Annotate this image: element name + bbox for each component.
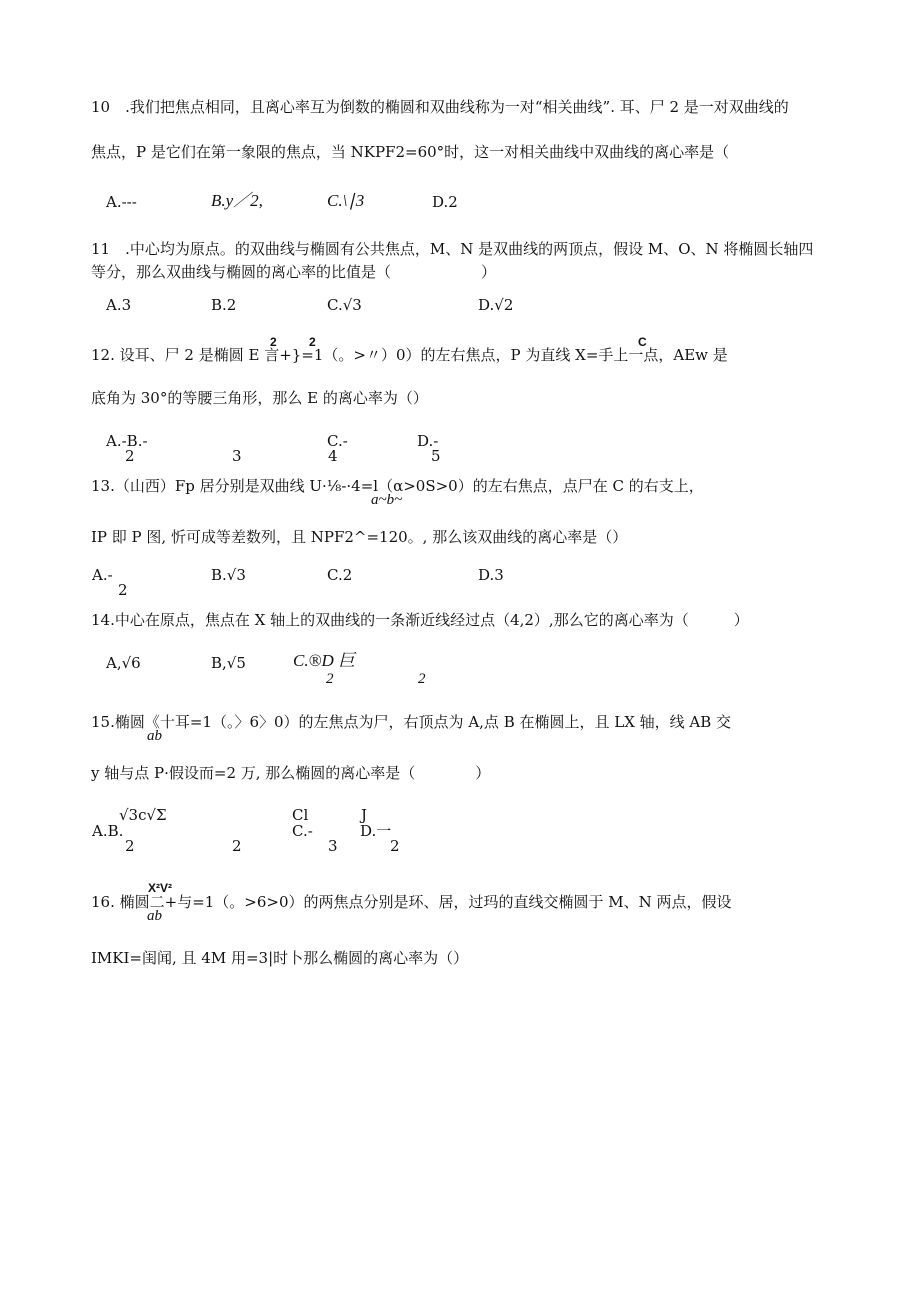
q14-denominator-c: 2 <box>326 671 334 687</box>
q13-denominator-a: 2 <box>118 581 128 599</box>
q12-denominator-d: 5 <box>431 447 441 465</box>
q15-numerator-d: J <box>361 806 368 824</box>
q16-superscript: X²V² <box>148 881 172 895</box>
q14-denominator-d: 2 <box>418 671 426 687</box>
q15-denominator-d: 2 <box>390 837 400 855</box>
q13-option-c: C.2 <box>327 566 353 584</box>
q15-denominator-a: 2 <box>125 837 135 855</box>
q12-option-d: D.- <box>417 432 439 450</box>
q12-superscript-c: C <box>638 335 647 349</box>
q15-numerator-c: Cl <box>292 806 309 824</box>
q12-denominator-c: 4 <box>328 447 338 465</box>
q15-option-c: C.- <box>292 822 313 840</box>
q10-option-c: C.\∣3 <box>327 191 365 210</box>
q10-text-line1: 10 .我们把焦点相同，且离心率互为倒数的椭圆和双曲线称为一对“相关曲线”. 耳、尸 2 是一对双曲线的 <box>91 98 789 116</box>
q14-option-a: A,√6 <box>106 654 141 672</box>
q12-text-line2: 底角为 30°的等腰三角形，那么 E 的离心率为（） <box>91 389 428 407</box>
q13-option-d: D.3 <box>478 566 504 584</box>
q15-option-d: D.一 <box>360 822 392 840</box>
q12-superscript-1: 2 <box>270 335 277 349</box>
q11-option-c: C.√3 <box>327 296 362 314</box>
q12-denominator-b: 3 <box>232 447 242 465</box>
q13-option-a: A.- <box>92 566 113 584</box>
q15-option-ab: A.B. <box>92 822 124 840</box>
q16-text-line2: IMKI=闺闻, 且 4M 用=3|时卜那么椭圆的离心率为（） <box>91 949 469 967</box>
q15-numerator-ab: √3c√Σ <box>119 806 167 824</box>
q10-option-d: D.2 <box>432 193 458 211</box>
q16-text-line1: 16. 椭圆二+与=1（。>6>0）的两焦点分别是环、居，过玛的直线交椭圆于 M、N 两点，假设 <box>91 893 732 911</box>
q11-text-line2: 等分，那么双曲线与椭圆的离心率的比值是（ ） <box>91 263 497 281</box>
q15-text-line1: 15.椭圆《十耳=1（。〉6〉0）的左焦点为尸，右顶点为 A,点 B 在椭圆上，且 LX 轴，线 AB 交 <box>91 713 732 731</box>
q11-text-line1: 11 .中心均为原点。的双曲线与椭圆有公共焦点，M、N 是双曲线的两顶点，假设 M、O、N 将椭圆长轴四 <box>91 240 814 258</box>
q15-denominator-c: 3 <box>328 837 338 855</box>
q14-option-b: B,√5 <box>211 654 246 672</box>
q10-option-b: B.y／2, <box>211 191 263 210</box>
q14-option-cd: C.®D 巨 <box>293 651 356 670</box>
q12-text-line1: 12. 设耳、尸 2 是椭圆 E 言+}=1（。>〃）0）的左右焦点，P 为直线 X=手上一点，AEw 是 <box>91 346 728 364</box>
q12-denominator-a: 2 <box>125 447 135 465</box>
q11-option-a: A.3 <box>106 296 132 314</box>
q10-option-a: A.--- <box>106 193 137 211</box>
q15-text-line2: y 轴与点 P·假设而=2 万, 那么椭圆的离心率是（ ） <box>91 764 491 782</box>
q15-denominator-b: 2 <box>232 837 242 855</box>
q15-subscript: ab <box>147 728 162 744</box>
q10-text-line2: 焦点，P 是它们在第一象限的焦点，当 NKPF2=60°时，这一对相关曲线中双曲线的离心率是（ <box>91 143 730 161</box>
q13-subscript: a~b~ <box>371 492 403 508</box>
q11-option-d: D.√2 <box>478 296 514 314</box>
q11-option-b: B.2 <box>211 296 237 314</box>
q14-text-line1: 14.中心在原点，焦点在 X 轴上的双曲线的一条渐近线经过点（4,2）,那么它的离心率为（ ） <box>91 611 749 629</box>
q16-subscript: ab <box>147 908 162 924</box>
q12-option-c: C.- <box>327 432 348 450</box>
q13-text-line1: 13.（山西）Fp 居分别是双曲线 U·⅛-·4=l（α>0S>0）的左右焦点，点尸在 C 的右支上， <box>91 477 704 495</box>
q13-text-line2: IP 即 P 图, 忻可成等差数列，且 NPF2^=120。, 那么该双曲线的离心率是（） <box>91 528 628 546</box>
q12-option-ab: A.-B.- <box>106 432 148 450</box>
q13-option-b: B.√3 <box>211 566 246 584</box>
q12-superscript-2: 2 <box>309 335 316 349</box>
